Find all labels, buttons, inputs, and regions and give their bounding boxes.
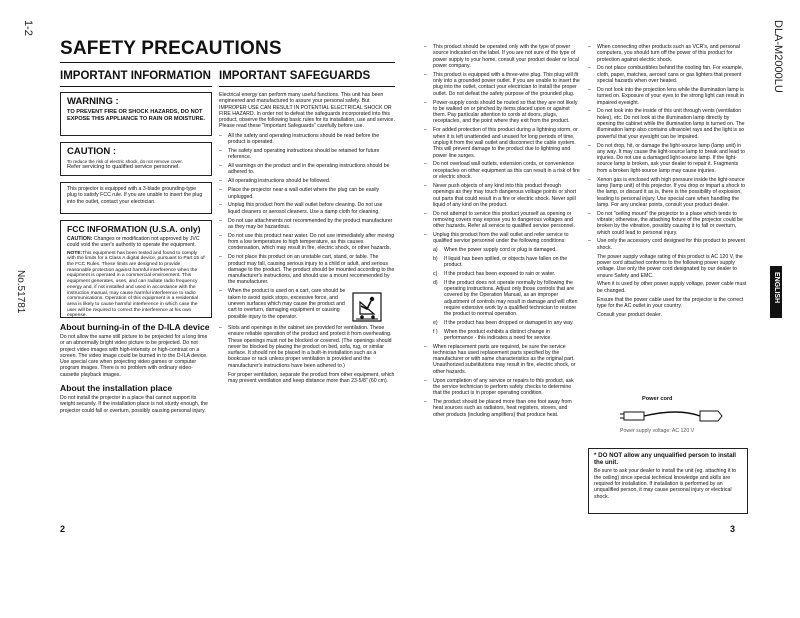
installation-text: Do not install the projector in a place that cannot support its weight securely. If the installation place is not sturdy enough, the projector could fall or overturn, possibly causing personal injury. <box>60 395 208 414</box>
bullet-dash: – <box>424 210 427 217</box>
power-supply-paragraph: The power supply voltage rating of this product is AC 120 V, the power cord attached conforms to the following power supply voltage. Use only the power cord designated by our dealer to ensure Safety and EMC. <box>597 253 743 279</box>
power-supply-paragraph: When it is used by other power supply voltage, power cable must be changed. <box>597 281 747 294</box>
bullet-item <box>424 44 580 69</box>
bullet-text: Do not "ceiling mount" the projector to a place which tends to vibrate; otherwise, the attaching fixture of the projector could be broken by the vibration, possibly causing it to fall or overturn, which could lead to personal injury. <box>597 210 743 236</box>
burn-in-text: Do not allow the same still picture to be projected for a long time or an abnormally bright video picture to be projected. Do not project video images with high-intensity or high-contrast on a screen. The video image could be burned in to the D-ILA device. Use special care when projecting video games or computer program images. There is no problem with ordinary video-cassette playback images. <box>60 334 208 378</box>
bullet-text: Do not place combustibles behind the cooling fan. For example, cloth, paper, matches, aerosol cans or gas lighters that present special hazards when over heated. <box>597 65 744 85</box>
bullet-item <box>588 177 748 208</box>
bullet-item <box>424 161 580 180</box>
warning-text: TO PREVENT FIRE OR SHOCK HAZARDS, DO NOT EXPOSE THIS APPLIANCE TO RAIN OR MOISTURE. <box>67 109 205 122</box>
bullet-item <box>219 178 395 184</box>
edge-doc-number: No.51781 <box>15 270 26 314</box>
condition-label: e) <box>433 319 438 326</box>
bullet-text: Do not look into the projection lens while the illumination lamp is turned on. Exposure of your eyes to the strong light can result in impaired eyesight. <box>597 86 745 106</box>
bullet-dash: – <box>424 182 427 189</box>
fcc-info-box <box>60 220 212 318</box>
bullet-dash: – <box>424 343 427 350</box>
bullet-item <box>219 187 395 200</box>
bullet-text: Do not drop, hit, or damage the light-source lamp (lamp unit) in any way. It may cause the light-source lamp to break and lead to injuries. Do not use a damaged light-source lamp. If the light-source lamp is broken, ask your dealer to repair it. Fragments from a broken light-source lamp may cause injuries. <box>597 142 745 174</box>
condition-item <box>424 271 580 277</box>
fcc-title: FCC INFORMATION (U.S.A. only) <box>67 224 201 234</box>
bullet-dash: – <box>424 127 427 134</box>
language-tab-label: ENGLISH <box>773 272 780 304</box>
bullet-dash: – <box>588 44 591 50</box>
cart-warning-icon <box>352 292 382 322</box>
ventilation-note: For proper ventilation, separate the product from other equipment, which may prevent ventilation and keep distance more than 23-5/8" (60 cm). <box>228 371 395 384</box>
bullet-dash: – <box>588 210 591 217</box>
bullet-item <box>588 108 748 139</box>
unqualified-title: * DO NOT allow any unqualified person to install the unit. <box>594 452 736 467</box>
condition-text: If the product does not operate normally by following the operating instructions. Adjust only those controls that are covered by the Operation Manual, as an improper adjustment of controls may result in damage and will often require extensive work by a qualified technician to restore the product to normal operation. <box>444 279 578 318</box>
bullet-dash: – <box>219 324 222 331</box>
cart-item-dash: – <box>219 288 222 295</box>
bullet-item <box>588 211 748 236</box>
power-cord-label: Power cord <box>642 396 673 402</box>
bullet-item <box>424 211 580 230</box>
safeguards-column-1 <box>219 92 395 384</box>
bullet-text: Slots and openings in the cabinet are provided for ventilation. These ensure reliable operation of the product and protect it from overheating. These openings must not be blocked or covered. (The openings should never be blocked by placing the product on bed, sofa, rug, or similar surface. It should not be placed in a built-in installation such as a bookcase or rack unless proper ventilation is provided and the manufacturer's instructions have been adhered to.) <box>228 324 392 369</box>
bullet-text: Upon completion of any service or repairs to this product, ask the service technician to perform safety checks to determine that the product is in proper operating condition. <box>433 377 574 397</box>
title-rule <box>60 62 395 63</box>
bullet-text: Unplug this product from the wall outlet and refer service to qualified service personnel under the following conditions: <box>433 232 569 245</box>
bullet-text: Do not look into the inside of this unit through vents (ventilation holes), etc. Do not look at the illumination lamp directly by opening the cabinet while the illumination lamp is turned on. The illumination lamp also contains ultraviolet rays and the light is so powerful that your eyesight can be impaired. <box>597 108 745 140</box>
bullet-item <box>588 238 748 251</box>
bullet-text: Place the projector near a wall outlet where the plug can be easily unplugged. <box>228 187 380 200</box>
condition-item <box>424 329 580 342</box>
caution-box <box>60 142 212 176</box>
bullet-dash: – <box>424 232 427 239</box>
cart-item <box>219 288 395 322</box>
bullet-item <box>588 87 748 106</box>
bullet-dash: – <box>588 176 591 183</box>
bullet-dash: – <box>424 161 427 168</box>
bullet-item <box>424 127 580 158</box>
bullet-item <box>219 254 395 285</box>
bullet-dash: – <box>588 65 591 72</box>
power-cord-figure <box>618 396 738 436</box>
bullet-text: Do not use this product near water. Do not use immediately after moving from a low temperature to high temperature, as this causes condensation, which may result in fire, electric shock, or other hazards. <box>228 232 395 252</box>
caution-line-2: Refer servicing to qualified service personnel. <box>67 164 180 171</box>
cart-item-text: When the product is used on a cart, care should be taken to avoid quick stops, excessive force, and uneven surfaces which may cause the product and cart to overturn, damaging equipment or causing possible injury to the operator. <box>228 288 346 320</box>
bullet-dash: – <box>219 217 222 224</box>
bullet-text: Power-supply cords should be routed so that they are not likely to be walked on or pinched by items placed upon or against them. Pay particular attention to cords at doors, plugs, receptacles, and the point where they exit from the product. <box>433 99 578 125</box>
bullet-dash: – <box>219 178 222 185</box>
condition-text: If the product has been exposed to rain or water. <box>444 271 556 278</box>
installation-heading: About the installation place <box>60 383 173 393</box>
safeguards-intro: Electrical energy can perform many useful functions. This unit has been engineered and manufactured to assure your personal safety. But IMPROPER USE CAN RESULT IN POTENTIAL ELECTRICAL SHOCK OR FIRE HAZARD. In order not to defeat the safeguards incorporated into this product, observe the following basic rules for its installation, use and service. Please read these "Important Safeguards" carefully before use. <box>219 92 395 130</box>
caution-line-1: To reduce the risk of electric shock, do not remove cover. <box>67 159 183 164</box>
bullet-text: When replacement parts are required, be sure the service technician has used replacement parts specified by the manufacturer or with same characteristics as the original part. Unauthorized substitutions may result in fire, electric shock, or other hazards. <box>433 343 576 375</box>
fcc-caution-label: CAUTION: <box>67 236 93 242</box>
bullet-text: All the safety and operating instructions should be read before the product is operated. <box>228 132 380 146</box>
bullet-dash: – <box>219 132 222 139</box>
bullet-text: This product is equipped with a three-wire plug. This plug will fit only into a grounded power outlet. If you are unable to insert the plug into the outlet, contact your electrician to install the proper outlet. Do not defeat the safety purpose of the grounded plug. <box>433 71 580 97</box>
bullet-item <box>219 163 395 176</box>
bullet-text: Do not use attachments not recommended by the product manufacturer as they may be hazardous. <box>228 217 393 230</box>
bullet-item <box>424 232 580 245</box>
caution-title: CAUTION : <box>67 146 117 157</box>
bullet-text: Do not attempt to service this product yourself as opening or removing covers may expose you to dangerous voltages and other hazards. Refer all service to qualified service personnel. <box>433 210 575 230</box>
condition-label: d) <box>433 279 438 286</box>
bullet-item <box>424 344 580 375</box>
bullet-dash: – <box>424 399 427 406</box>
bullet-item <box>219 233 395 252</box>
bullet-dash: – <box>219 147 222 154</box>
info-heading-rule <box>60 86 212 87</box>
power-supply-paragraph: Ensure that the power cable used for the projector is the correct type for the AC outlet in your country. <box>597 296 744 309</box>
condition-label: b) <box>433 256 438 263</box>
bullet-text: Xenon gas is enclosed with high pressure inside the light-source lamp (lamp unit) of this projector. If you drop or impart a shock to the lamp, or discard it as is, there is the possibility of explosion, leading to personal injury. Use special care when handling the lamp. For any unclear points, consult your product dealer. <box>597 176 746 208</box>
unqualified-install-box <box>588 448 748 514</box>
grounding-plug-text: This projector is equipped with a 3-blade grounding-type plug to satisfy FCC rule. If you are unable to insert the plug into the outlet, contact your electrician. <box>67 186 203 205</box>
bullet-text: This product should be operated only with the type of power source indicated on the label. If you are not sure of the type of power supply to your home, consult your product dealer or local power company. <box>433 44 579 69</box>
bullet-item <box>588 44 748 63</box>
condition-text: When the power supply cord or plug is damaged. <box>444 247 557 254</box>
condition-label: f ) <box>433 328 438 335</box>
bullet-dash: – <box>424 71 427 78</box>
fcc-note <box>67 251 205 319</box>
bullet-item <box>219 148 395 161</box>
bullet-text: Do not overload wall outlets, extension cords, or convenience receptacles on other equipment as this can result in a risk of fire or electric shock. <box>433 161 580 181</box>
page-title: SAFETY PRECAUTIONS <box>60 38 282 59</box>
grounding-plug-box <box>60 182 212 214</box>
bullet-text: The product should be placed more than one foot away from heat sources such as radiators, heat registers, stoves, and other products (including amplifiers) that produce heat. <box>433 399 572 418</box>
important-safeguards-heading: IMPORTANT SAFEGUARDS <box>219 70 371 82</box>
condition-item <box>424 320 580 326</box>
bullet-dash: – <box>219 254 222 261</box>
condition-text: If liquid has been spilled, or objects have fallen on the product. <box>444 256 568 269</box>
burn-in-heading: About burning-in of the D-ILA device <box>60 322 210 332</box>
bullet-dash: – <box>424 44 427 50</box>
bullet-item <box>424 72 580 97</box>
bullet-dash: – <box>219 187 222 194</box>
bullet-dash: – <box>588 108 591 115</box>
bullet-dash: – <box>219 163 222 170</box>
condition-text: If the product has been dropped or damaged in any way. <box>444 319 574 326</box>
page-number-right: 3 <box>730 524 736 534</box>
bullet-dash: – <box>219 232 222 239</box>
bullet-text: Unplug this product from the wall outlet before cleaning. Do not use liquid cleaners or aerosol cleaners. Use a damp cloth for cleaning. <box>228 202 383 215</box>
bullet-item <box>424 100 580 125</box>
bullet-dash: – <box>424 377 427 384</box>
condition-item <box>424 256 580 269</box>
warning-box <box>60 92 212 136</box>
bullet-dash: – <box>219 202 222 209</box>
unqualified-text: Be sure to ask your dealer to install the unit (eg. attaching it to the ceiling) since special technical knowledge and skills are required for installation. If installation is performed by an unqualified person, it may cause personal injury or electrical shock. <box>594 468 737 500</box>
condition-text: When the product exhibits a distinct change in performance - this indicates a need for service. <box>444 328 552 341</box>
safeguards-heading-rule <box>219 86 395 87</box>
warning-title: WARNING : <box>67 96 119 107</box>
fcc-note-label: NOTE: <box>67 250 83 256</box>
fcc-note-text: This equipment has been tested and found to comply with the limits for a Class A digital device, pursuant to Part 15 of the FCC Rules. These limits are designed to provide reasonable protection against harmful interference when the equipment is operated in a commercial environment. This equipment generates, uses, and can radiate radio frequency energy and, if not installed and used in accordance with the instruction manual, may cause harmful interference to radio communications. Operation of this equipment in a residential area is likely to cause harmful interference in which case the user will be required to correct the interference at his own expense. <box>67 250 205 319</box>
safeguards-column-3 <box>588 44 748 321</box>
edge-page-code: 1-2 <box>22 20 34 36</box>
bullet-text: When connecting other products such as VCR's, and personal computers, you should turn off the power of this product for protection against electric shock. <box>597 44 740 63</box>
bullet-dash: – <box>588 142 591 149</box>
power-cord-icon <box>618 404 738 430</box>
language-tab <box>770 266 782 318</box>
bullet-text: Do not place this product on an unstable cart, stand, or table. The product may fall, causing serious injury to a child or adult, and serious damage to the product. The product should be mounted according to the manufacturer's instructions, and should use a mount recommended by the manufacturer. <box>228 254 395 286</box>
bullet-text: All operating instructions should be followed. <box>228 178 331 185</box>
bullet-item <box>424 399 580 418</box>
bullet-dash: – <box>588 238 591 245</box>
bullet-text: For added protection of this product during a lightning storm, or when it is left unattended and unused for long periods of time, unplug it from the wall outlet and disconnect the cable system. This will prevent damage to the product due to lightning and power line surges. <box>433 127 578 159</box>
bullet-item <box>219 133 395 146</box>
fcc-caution-text: Changes or modification not approved by JVC could void the user's authority to operate the equipment. <box>67 236 200 249</box>
bullet-item <box>588 65 748 84</box>
fcc-caution <box>67 236 205 249</box>
page-number-left: 2 <box>60 524 66 534</box>
bullet-item <box>219 218 395 231</box>
bullet-item <box>424 378 580 397</box>
bullet-text: Use only the accessory cord designed for this product to prevent shock. <box>597 238 745 251</box>
condition-item <box>424 280 580 318</box>
bullet-item <box>219 202 395 215</box>
bullet-dash: – <box>424 99 427 106</box>
power-supply-paragraph: Consult your product dealer. <box>597 311 662 318</box>
bullet-text: The safety and operating instructions should be retained for future reference. <box>228 147 380 161</box>
bullet-dash: – <box>588 86 591 93</box>
condition-label: a) <box>433 247 438 254</box>
condition-item <box>424 247 580 253</box>
important-information-heading: IMPORTANT INFORMATION <box>60 70 211 82</box>
power-cord-voltage: Power supply voltage: AC 120 V <box>620 428 695 434</box>
bullet-item <box>424 183 580 208</box>
bullet-item <box>219 325 395 369</box>
bullet-text: All warnings on the product and in the operating instructions should be adhered to. <box>228 163 390 176</box>
edge-model-number: DLA-M2000LU <box>772 20 784 93</box>
safeguards-column-2 <box>424 44 580 421</box>
condition-label: c) <box>433 271 438 278</box>
bullet-text: Never push objects of any kind into this product through openings as they may touch dangerous voltage points or short out parts that could result in a fire or electric shock. Never spill liquid of any kind on the product. <box>433 182 577 208</box>
bullet-item <box>588 143 748 174</box>
